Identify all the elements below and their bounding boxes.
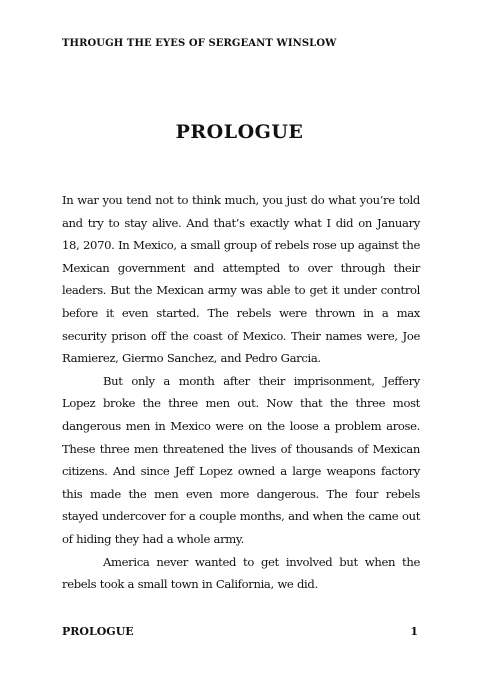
page-number: 1	[410, 625, 418, 638]
chapter-title: PROLOGUE	[175, 121, 304, 143]
running-header: THROUGH THE EYES OF SERGEANT WINSLOW	[62, 38, 337, 49]
paragraph-1: In war you tend not to think much, you just do what you’re told and try to stay alive. And that’s exactly what I did on January 18, 2070. In Mexico, a small group of rebels rose up against the Mexican government and attempted to over through their leaders. But the Mexican army was able to get it under control before it even started. The rebels were thrown in a max security prison off the coast of Mexico. Their names were, Joe Ramierez, Giermo Sanchez, and Pedro Garcia.	[62, 193, 420, 366]
body-text	[62, 189, 420, 596]
paragraph-3: America never wanted to get involved but when the rebels took a small town in California, we did.	[62, 554, 420, 592]
footer-section-label: PROLOGUE	[62, 625, 134, 638]
paragraph-2: But only a month after their imprisonment, Jeffery Lopez broke the three men out. Now that the three most dangerous men in Mexico were on the loose a problem arose. These three men threatened the lives of thousands of Mexican citizens. And since Jeff Lopez owned a large weapons factory this made the men even more dangerous. The four rebels stayed undercover for a couple months, and when the came out of hiding they had a whole army.	[62, 373, 420, 546]
